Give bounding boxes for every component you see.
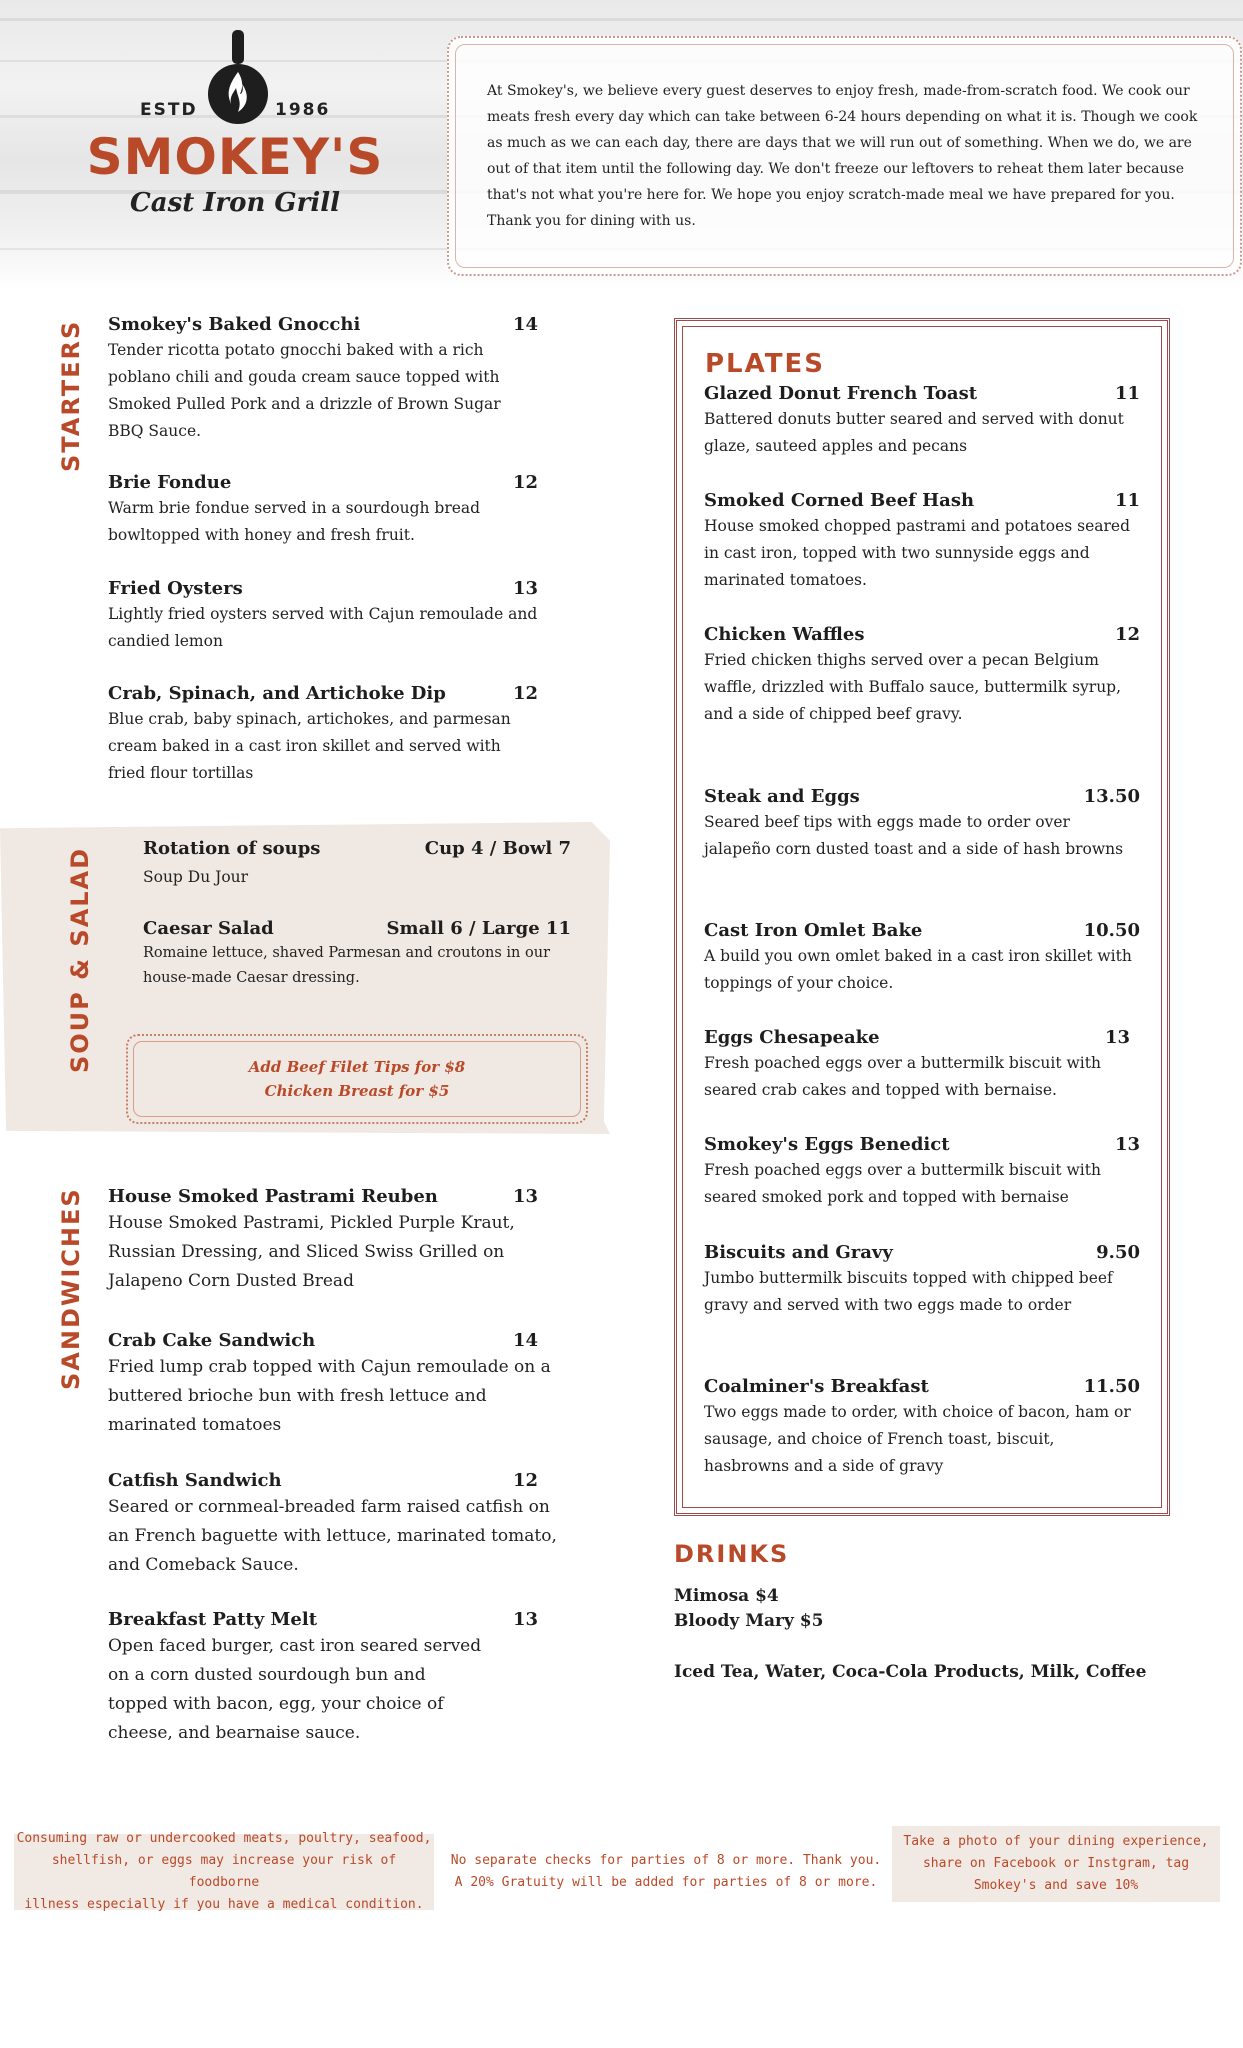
item-name: Rotation of soups xyxy=(143,838,321,859)
item-name: Fried Oysters xyxy=(108,578,243,599)
menu-item xyxy=(108,683,538,787)
warning-line: Consuming raw or undercooked meats, poultry, seafood, xyxy=(16,1831,432,1846)
item-price: 14 xyxy=(512,314,538,335)
item-name: Smokey's Eggs Benedict xyxy=(704,1134,950,1155)
logo-year: 1986 xyxy=(275,100,331,120)
item-price: 13 xyxy=(1114,1134,1140,1155)
item-description: Open faced burger, cast iron seared served on a corn dusted sourdough bun and topped with bacon, egg, your choice of cheese, and bearnaise sauce. xyxy=(108,1636,482,1743)
item-description: Seared beef tips with eggs made to order over jalapeño corn dusted toast and a side of hash browns xyxy=(704,813,1124,858)
intro-text: At Smokey's, we believe every guest deserves to enjoy fresh, made-from-scratch food. We cook our meats fresh every day which can take between 6-24 hours depending on what it is. Though we cook as much as we can each day, there are days that we will run out of something. When we do, we are out of that item until the following day. We don't freeze our leftovers to reheat them later because that's not what you're here for. We hope you enjoy scratch-made meal we have prepared for you. Thank you for dining with us. xyxy=(487,83,1198,229)
item-price: 14 xyxy=(512,1330,538,1351)
item-description: House Smoked Pastrami, Pickled Purple Kraut, Russian Dressing, and Sliced Swiss Grilled on Jalapeno Corn Dusted Bread xyxy=(108,1213,515,1291)
promo-line: Smokey's and save 10% xyxy=(973,1878,1139,1893)
menu-item xyxy=(704,624,1140,728)
addon-line: Chicken Breast for $5 xyxy=(264,1082,450,1100)
checks-policy xyxy=(450,1840,882,1904)
item-description: Tender ricotta potato gnocchi baked with a rich poblano chili and gouda cream sauce topped with Smoked Pulled Pork and a drizzle of Brown Sugar BBQ Sauce. xyxy=(108,341,501,440)
section-label-sandwiches: SANDWICHES xyxy=(57,1187,85,1390)
section-label-soup-salad: SOUP & SALAD xyxy=(66,846,94,1073)
item-price: 11 xyxy=(1114,490,1140,511)
foodborne-warning xyxy=(14,1831,434,1912)
menu-item xyxy=(704,1134,1140,1211)
intro-box xyxy=(447,36,1242,276)
item-price: 12 xyxy=(512,472,538,493)
section-label-drinks: DRINKS xyxy=(674,1540,790,1568)
menu-item xyxy=(704,786,1140,863)
item-price: Small 6 / Large 11 xyxy=(386,918,571,939)
item-name: Smokey's Baked Gnocchi xyxy=(108,314,361,335)
item-price: 13 xyxy=(512,1609,538,1630)
item-description: Seared or cornmeal-breaded farm raised catfish on an French baguette with lettuce, marinated tomato, and Comeback Sauce. xyxy=(108,1497,557,1575)
item-name: Steak and Eggs xyxy=(704,786,860,807)
item-description: Fresh poached eggs over a buttermilk biscuit with seared smoked pork and topped with bernaise xyxy=(704,1161,1101,1206)
item-name: House Smoked Pastrami Reuben xyxy=(108,1186,438,1207)
item-name: Brie Fondue xyxy=(108,472,232,493)
policy-line: A 20% Gratuity will be added for parties of 8 or more. xyxy=(454,1875,878,1890)
menu-item xyxy=(108,1186,558,1296)
menu-item xyxy=(108,472,538,549)
warning-line: shellfish, or eggs may increase your risk of foodborne xyxy=(51,1853,397,1890)
item-description: Romaine lettuce, shaved Parmesan and croutons in our house-made Caesar dressing. xyxy=(143,945,550,986)
item-name: Crab, Spinach, and Artichoke Dip xyxy=(108,683,446,704)
menu-item xyxy=(704,383,1140,460)
drink-mimosa: Mimosa $4 xyxy=(674,1586,779,1606)
item-description: Fried chicken thighs served over a pecan Belgium waffle, drizzled with Buffalo sauce, buttermilk syrup, and a side of chipped beef gravy. xyxy=(704,651,1122,723)
menu-item xyxy=(704,1027,1140,1104)
menu-item xyxy=(108,314,538,445)
item-price: Cup 4 / Bowl 7 xyxy=(424,838,571,859)
item-price: 13 xyxy=(512,578,538,599)
item-description: Blue crab, baby spinach, artichokes, and parmesan cream baked in a cast iron skillet and served with fried flour tortillas xyxy=(108,710,511,782)
item-price: 13 xyxy=(512,1186,538,1207)
menu-item xyxy=(108,1609,538,1748)
social-promo xyxy=(892,1826,1220,1902)
item-name: Biscuits and Gravy xyxy=(704,1242,893,1263)
menu-item xyxy=(704,1376,1140,1480)
menu-item xyxy=(108,578,538,655)
plates-box xyxy=(674,318,1170,1516)
promo-line: share on Facebook or Instgram, tag xyxy=(922,1856,1190,1871)
item-price: 12 xyxy=(1114,624,1140,645)
item-price: 12 xyxy=(512,1470,538,1491)
item-price: 11 xyxy=(1114,383,1140,404)
menu-item xyxy=(108,1470,558,1580)
item-name: Crab Cake Sandwich xyxy=(108,1330,316,1351)
logo xyxy=(70,28,400,238)
item-name: Catfish Sandwich xyxy=(108,1470,282,1491)
promo-line: Take a photo of your dining experience, xyxy=(903,1834,1209,1849)
section-label-starters: STARTERS xyxy=(57,319,85,472)
policy-line: No separate checks for parties of 8 or more. Thank you. xyxy=(450,1853,882,1868)
menu-item xyxy=(143,838,571,890)
item-description: House smoked chopped pastrami and potatoes seared in cast iron, topped with two sunnyside eggs and marinated tomatoes. xyxy=(704,517,1131,589)
item-name: Coalminer's Breakfast xyxy=(704,1376,929,1397)
item-name: Chicken Waffles xyxy=(704,624,865,645)
item-price: 9.50 xyxy=(1096,1242,1140,1263)
item-name: Caesar Salad xyxy=(143,918,274,939)
item-name: Smoked Corned Beef Hash xyxy=(704,490,975,511)
menu-item xyxy=(704,490,1140,594)
item-price: 11.50 xyxy=(1083,1376,1140,1397)
item-description: Warm brie fondue served in a sourdough bread bowltopped with honey and fresh fruit. xyxy=(108,499,481,544)
section-label-plates: PLATES xyxy=(705,349,825,379)
drink-bloody-mary: Bloody Mary $5 xyxy=(674,1611,824,1631)
item-description: Jumbo buttermilk biscuits topped with chipped beef gravy and served with two eggs made to order xyxy=(704,1269,1113,1314)
skillet-flame-icon xyxy=(198,28,278,128)
item-price: 13.50 xyxy=(1083,786,1140,807)
brand-subtitle: Cast Iron Grill xyxy=(130,188,340,218)
item-name: Breakfast Patty Melt xyxy=(108,1609,318,1630)
menu-item xyxy=(108,1330,558,1440)
menu-item xyxy=(704,1242,1140,1319)
addon-box xyxy=(126,1034,588,1124)
logo-estd: ESTD xyxy=(140,100,198,120)
menu-item xyxy=(143,918,571,991)
item-description: Two eggs made to order, with choice of bacon, ham or sausage, and choice of French toast, biscuit, hasbrowns and a side of gravy xyxy=(704,1403,1131,1475)
drink-other: Iced Tea, Water, Coca-Cola Products, Milk, Coffee xyxy=(674,1662,1147,1682)
addon-border xyxy=(133,1041,581,1117)
wood-grain xyxy=(0,18,1243,21)
addon-line: Add Beef Filet Tips for $8 xyxy=(248,1058,466,1076)
item-price: 13 xyxy=(1104,1027,1130,1048)
item-description: Fried lump crab topped with Cajun remoulade on a buttered brioche bun with fresh lettuce and marinated tomatoes xyxy=(108,1357,551,1435)
menu-item xyxy=(704,920,1140,997)
item-price: 12 xyxy=(512,683,538,704)
item-name: Glazed Donut French Toast xyxy=(704,383,978,404)
warning-line: illness especially if you have a medical condition. xyxy=(24,1897,424,1912)
item-description: Fresh poached eggs over a buttermilk biscuit with seared crab cakes and topped with bernaise. xyxy=(704,1054,1101,1099)
item-description: A build you own omlet baked in a cast iron skillet with toppings of your choice. xyxy=(704,947,1132,992)
item-name: Cast Iron Omlet Bake xyxy=(704,920,923,941)
item-description: Lightly fried oysters served with Cajun remoulade and candied lemon xyxy=(108,605,538,650)
item-price: 10.50 xyxy=(1083,920,1140,941)
header xyxy=(0,0,1243,290)
brand-name: SMOKEY'S xyxy=(86,128,384,186)
item-description: Soup Du Jour xyxy=(143,868,249,886)
item-name: Eggs Chesapeake xyxy=(704,1027,880,1048)
item-description: Battered donuts butter seared and served with donut glaze, sauteed apples and pecans xyxy=(704,410,1124,455)
